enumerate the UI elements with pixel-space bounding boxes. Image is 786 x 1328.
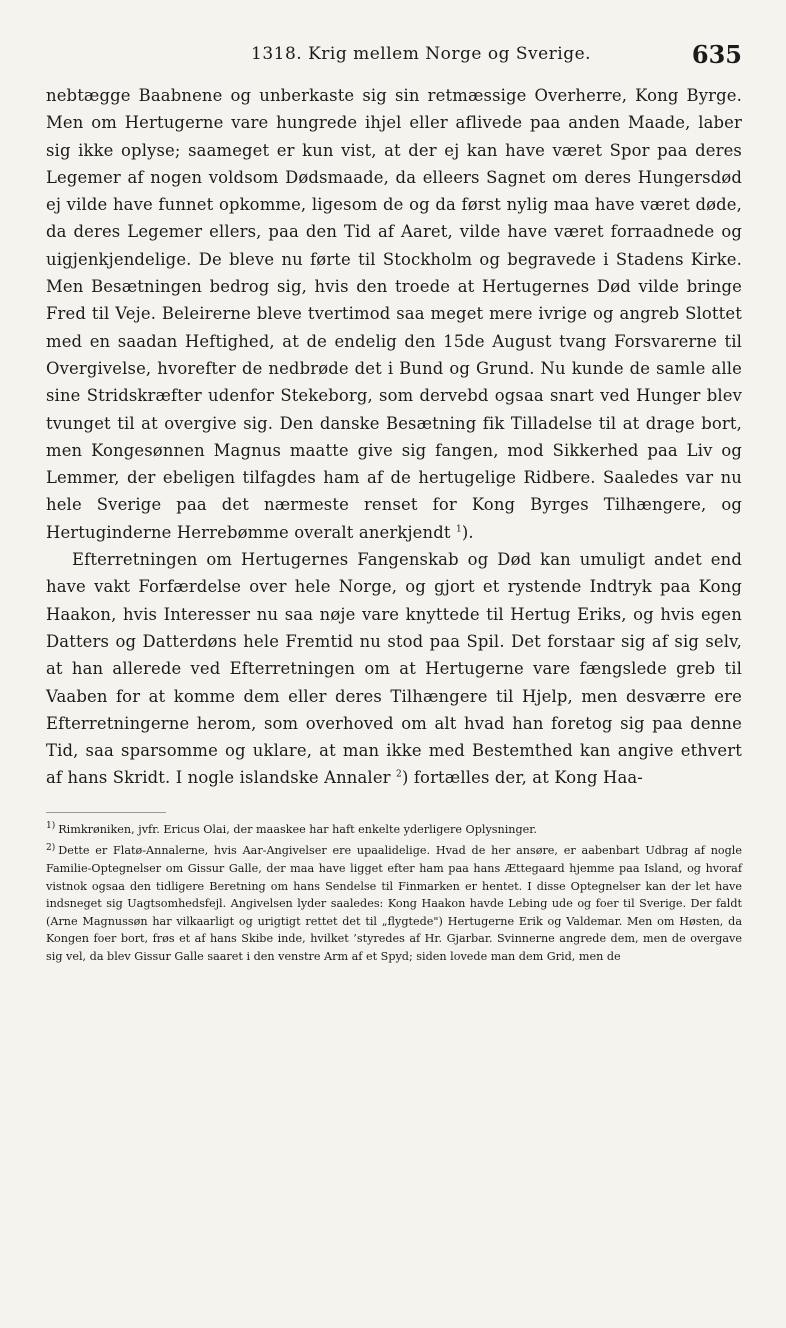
footnote-mark: 2) — [46, 842, 56, 853]
page-number: 635 — [691, 40, 742, 69]
footnote-reference: 1 — [456, 524, 462, 535]
paragraph-text: nebtægge Baabnene og unberkaste sig sin retmæssige Overherre, Kong Byrge. Men om Hertugerne vare hungrede ihjel eller aflivede paa anden Maade, laber sig ikke oplyse; saameget er kun vist, at der ej kan have været Spor paa deres Legemer af nogen voldsom Dødsmaade, da elleers Sagnet om deres Hungersdød ej vilde have funnet opkomme, ligesom de og da først nylig maa have været døde, da deres Legemer ellers, paa den Tid af Aaret, vilde have været forraadnede og uigjenkjendelige. De bleve nu førte til Stockholm og begravede i Stadens Kirke. Men Besætningen bedrog sig, hvis den troede at Hertugernes Død vilde bringe Fred til Veje. Beleirerne bleve tvertimod saa meget mere ivrige og angreb Slottet med en saadan Heftighed, at de endelig den 15de August tvang Forsvarerne til Overgivelse, hvorefter de nedbrøde det i Bund og Grund. Nu kunde de samle alle sine Stridskræfter udenfor Stekeborg, som dervebd ogsaa snart ved Hunger blev tvunget til at overgive sig. Den danske Besætning fik Tilladelse til at drage bort, men Kongesønnen Magnus maatte give sig fangen, mod Sikkerhed paa Liv og Lemmer, der ebeligen tilfagdes ham af de hertugelige Ridbere. Saaledes var nu hele Sverige paa det nærmeste renset for Kong Byrges Tilhængere, og Hertuginderne Herrebømme overalt anerkjendt — [46, 86, 742, 542]
footnote-text: Rimkrøniken, jvfr. Ericus Olai, der maaskee har haft enkelte yderligere Oplysninger. — [58, 822, 537, 836]
footnote-reference: 2 — [396, 769, 402, 780]
page-header — [46, 40, 742, 76]
main-text — [46, 82, 742, 792]
footnote-text: Dette er Flatø-Annalerne, hvis Aar-Angivelser ere upaalidelige. Hvad de her ansøre, er aabenbart Udbrag af nogle Familie-Optegnelser om Gissur Galle, der maa have ligget efter ham paa hans Ættegaard hjemme paa Island, og hvoraf vistnok ogsaa den tidligere Beretning om hans Sendelse til Finmarken er hentet. I disse Optegnelser kan der let have indsneget sig Uagtsomhedsfejl. Angivelsen lyder saaledes: Kong Haakon havde Lebing ude og foer til Sverige. Der faldt (Arne Magnussøn har vilkaarligt og urigtigt rettet det til „flygtede") Hertugerne Erik og Valdemar. Men om Høsten, da Kongen foer bort, frøs et af hans Skibe inde, hvilket ’styredes af Hr. Gjarbar. Svinnerne angrede dem, men de overgave sig vel, da blev Gissur Galle saaret i den venstre Arm af et Spyd; siden lovede man dem Grid, men de — [46, 844, 742, 963]
paragraph — [46, 82, 742, 546]
paragraph — [46, 546, 742, 792]
footnote-mark: 1) — [46, 820, 56, 831]
footnote — [46, 821, 742, 839]
footnote-divider — [46, 812, 166, 813]
footnote — [46, 842, 742, 965]
footnotes — [46, 821, 742, 966]
paragraph-text-end: ). — [461, 522, 474, 542]
paragraph-text: Efterretningen om Hertugernes Fangenskab og Død kan umuligt andet end have vakt Forfærdelse over hele Norge, og gjort et rystende Indtryk paa Kong Haakon, hvis Interesser nu saa nøje vare knyttede til Hertug Eriks, og hvis egen Datters og Datterdøns hele Fremtid nu stod paa Spil. Det forstaar sig af sig selv, at han allerede ved Efterretningen om at Hertugerne vare fængslede greb til Vaaben for at komme dem eller deres Tilhængere til Hjelp, men desværre ere Efterretningerne herom, som overhoved om alt hvad han foretog sig paa denne Tid, saa sparsomme og uklare, at man ikke med Bestemthed kan angive ethvert af hans Skridt. I nogle islandske Annaler — [46, 550, 742, 788]
paragraph-text-end: ) fortælles der, at Kong Haa- — [401, 768, 643, 788]
running-head: 1318. Krig mellem Norge og Sverige. — [251, 44, 592, 64]
